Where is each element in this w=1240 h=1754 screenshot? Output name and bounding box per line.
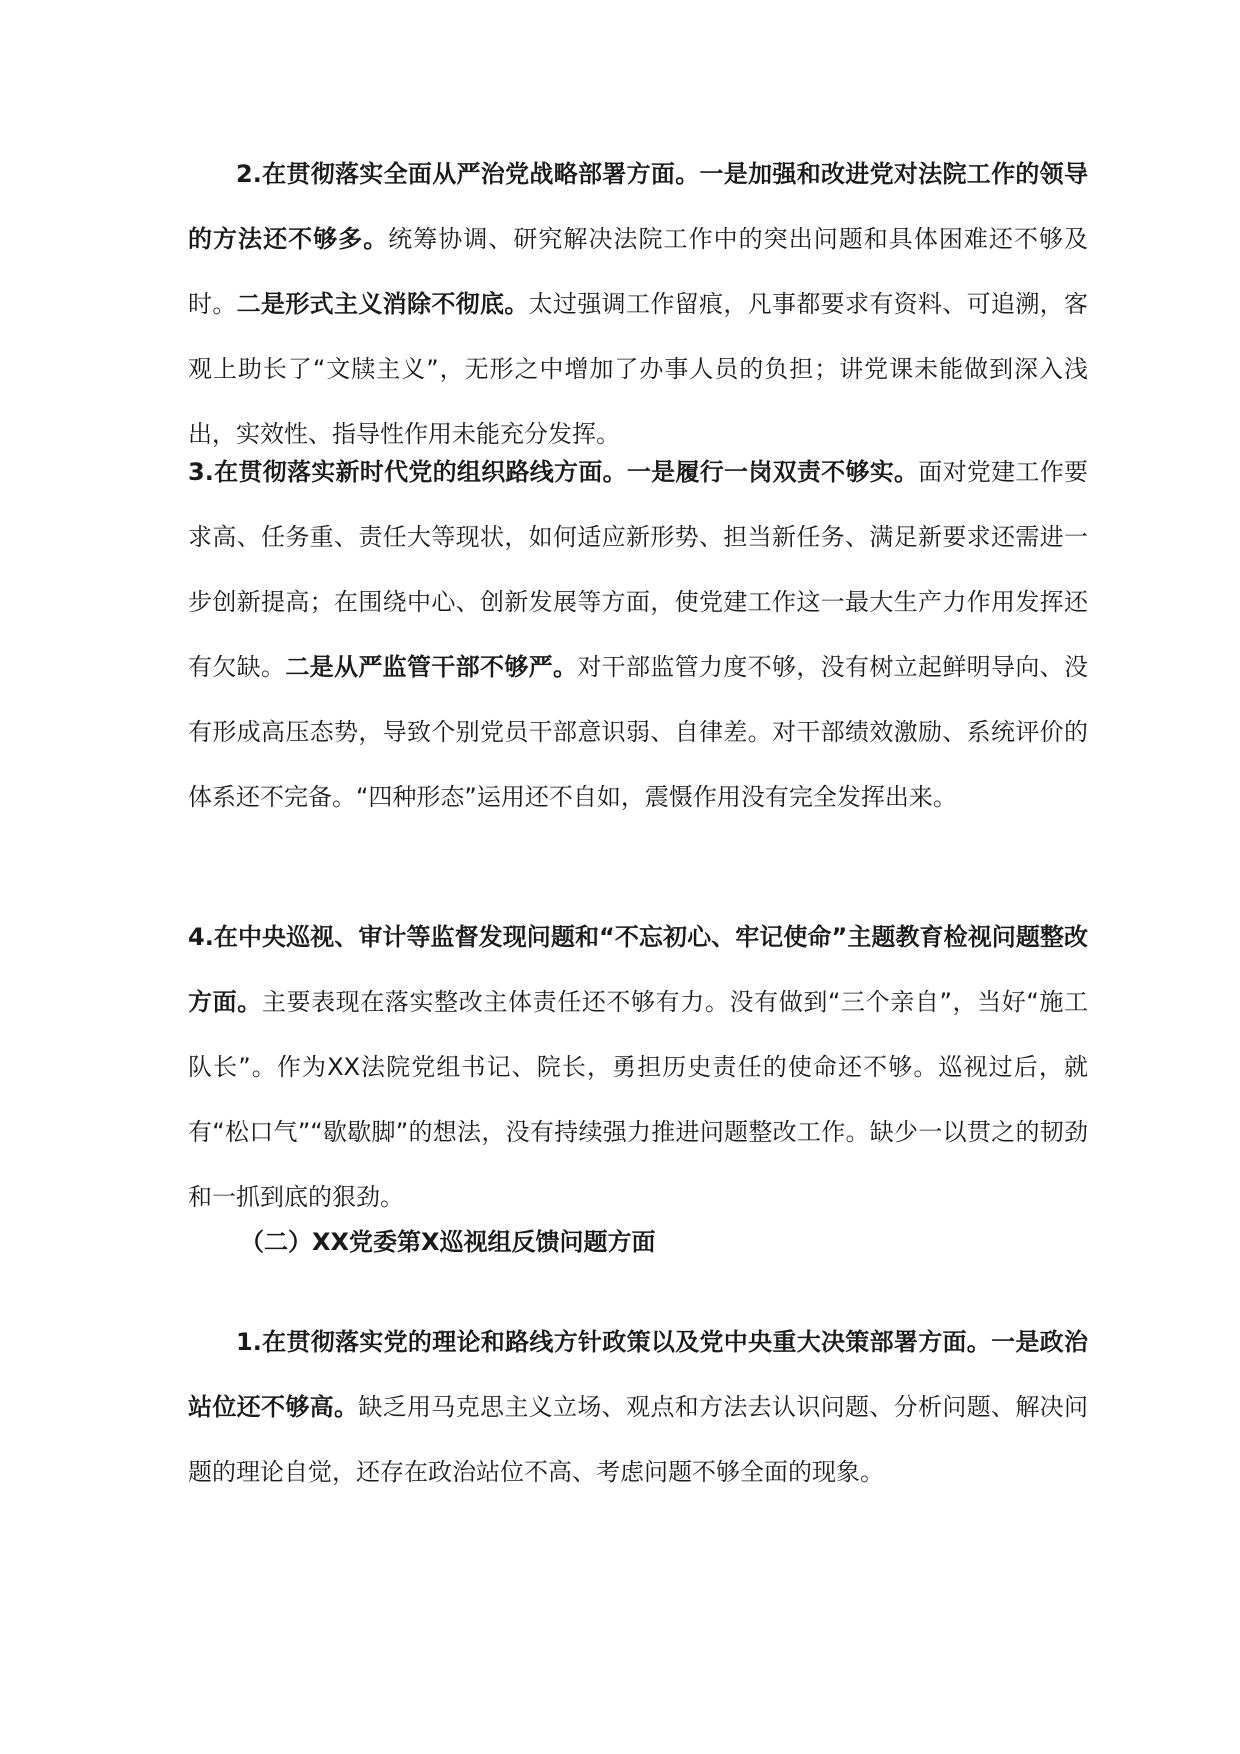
paragraph-3	[188, 905, 1088, 1230]
paragraph-1-text-b: 太过强调工作留痕，凡事都要求有资料、可追溯，客观上助长了“文牍主义”，无形之中增加了办事人员的负担；讲党课未能做到深入浅出，实效性、指导性作用未能充分发挥。	[188, 290, 1089, 448]
paragraph-4-heading: 1.在贯彻落实党的理论和路线方针政策以及党中央重大决策部署方面。一是政治站位还不够高。	[188, 1328, 1088, 1421]
paragraph-1-text-a: 统筹协调、研究解决法院工作中的突出问题和具体困难还不够及时。	[188, 225, 1089, 318]
paragraph-3-heading: 4.在中央巡视、审计等监督发现问题和“不忘初心、牢记使命”主题教育检视问题整改方面。	[188, 923, 1088, 1016]
paragraph-1-point-2: 二是形式主义消除不彻底。	[236, 290, 529, 318]
paragraph-1	[188, 142, 1088, 467]
paragraph-2-text-b: 对干部监管力度不够，没有树立起鲜明导向、没有形成高压态势，导致个别党员干部意识弱、自律差。对干部绩效激励、系统评价的体系还不完备。“四种形态”运用还不自如，震慑作用没有完全发挥出来。	[188, 653, 1089, 811]
paragraph-2-point-2: 二是从严监管干部不够严。	[285, 653, 578, 681]
paragraph-3-text: 主要表现在落实整改主体责任还不够有力。没有做到“三个亲自”，当好“施工队长”。作为XX法院党组书记、院长，勇担历史责任的使命还不够。巡视过后，就有“松口气”“歇歇脚”的想法，没有持续强力推进问题整改工作。缺少一以贯之的韧劲和一抓到底的狠劲。	[188, 988, 1088, 1211]
paragraph-4-text: 缺乏用马克思主义立场、观点和方法去认识问题、分析问题、解决问题的理论自觉，还存在政治站位不高、考虑问题不够全面的现象。	[188, 1393, 1089, 1486]
section-heading: （二）XX党委第X巡视组反馈问题方面	[240, 1228, 656, 1256]
paragraph-2	[188, 440, 1088, 830]
paragraph-4	[188, 1310, 1088, 1505]
paragraph-2-text-a: 面对党建工作要求高、任务重、责任大等现状，如何适应新形势、担当新任务、满足新要求还需进一步创新提高；在围绕中心、创新发展等方面，使党建工作这一最大生产力作用发挥还有欠缺。	[188, 458, 1088, 681]
paragraph-1-heading: 2.在贯彻落实全面从严治党战略部署方面。一是加强和改进党对法院工作的领导的方法还不够多。	[188, 160, 1088, 253]
paragraph-2-heading: 3.在贯彻落实新时代党的组织路线方面。一是履行一岗双责不够实。	[188, 458, 919, 486]
